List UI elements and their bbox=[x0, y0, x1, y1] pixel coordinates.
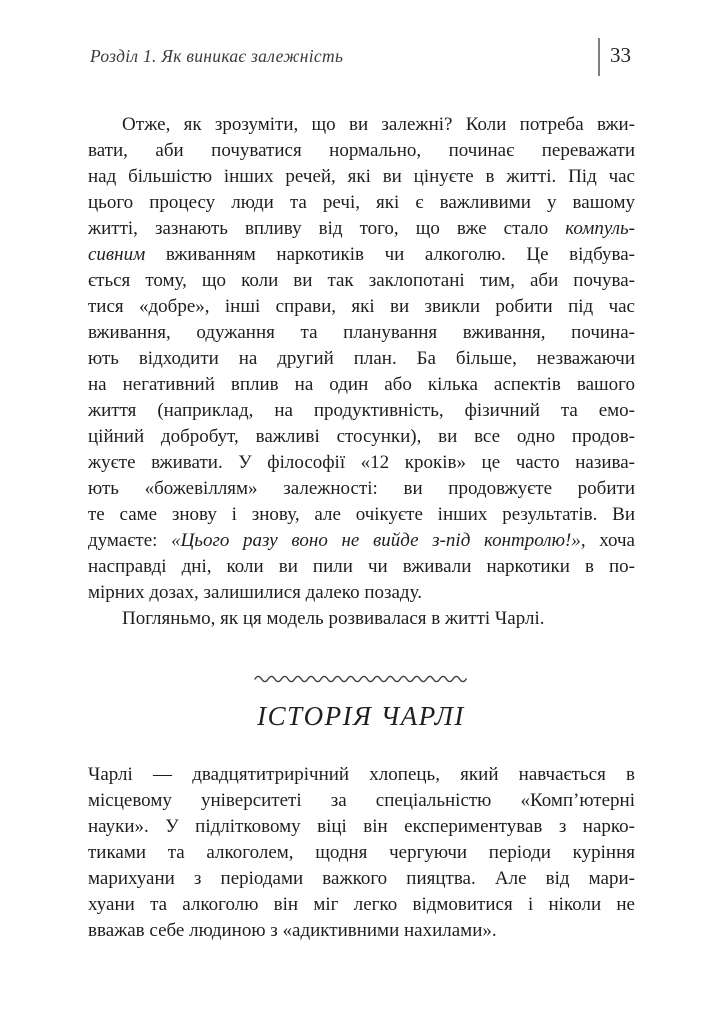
text-line: науки». У підлітковому віці він експериментував з нарко- bbox=[88, 816, 635, 837]
text-line: житті, зазнають впливу від того, що вже стало компуль- bbox=[88, 218, 635, 239]
wavy-divider-icon bbox=[254, 672, 468, 686]
text-line: ційний добробут, важливі стосунки), ви все одно продов- bbox=[88, 426, 635, 447]
section-heading-row bbox=[0, 698, 722, 734]
text-line: Погляньмо, як ця модель розвивалася в житті Чарлі. bbox=[122, 608, 545, 629]
text-line: жуєте вживати. У філософії «12 кроків» це часто назива- bbox=[88, 452, 635, 473]
text-line: тиками та алкоголем, щодня чергуючи періоди куріння bbox=[88, 842, 635, 863]
chapter-title: Розділ 1. Як виникає залежність bbox=[90, 46, 344, 66]
text-line: цього процесу люди та речі, які є важливими у вашому bbox=[88, 192, 635, 213]
text-line: вати, аби почуватися нормально, починає переважати bbox=[88, 140, 635, 161]
text-line: тися «добре», інші справи, які ви звикли робити під час bbox=[88, 296, 635, 317]
text-line: хуани та алкоголю він міг легко відмовитися і ніколи не bbox=[88, 894, 635, 915]
text-line: насправді дні, коли ви пили чи вживали наркотики в по- bbox=[88, 556, 635, 577]
running-header bbox=[88, 38, 634, 78]
text-line: мірних дозах, залишилися далеко позаду. bbox=[88, 582, 422, 603]
text-line: сивним вживанням наркотиків чи алкоголю. Це відбува- bbox=[88, 244, 635, 265]
page-number-rule bbox=[598, 38, 600, 76]
text-line: на негативний вплив на один або кілька аспектів вашого bbox=[88, 374, 635, 395]
text-line: ють відходити на другий план. Ба більше, незважаючи bbox=[88, 348, 635, 369]
story-paragraph bbox=[88, 762, 635, 944]
text-line: вживання, одужання та планування вживання, почина- bbox=[88, 322, 635, 343]
text-line: вважав себе людиною з «адиктивними нахилами». bbox=[88, 920, 497, 941]
text-line: ється тому, що коли ви так заклопотані тим, аби почува- bbox=[88, 270, 635, 291]
text-line: марихуани з періодами важкого пияцтва. Але від мари- bbox=[88, 868, 635, 889]
section-break bbox=[0, 672, 722, 691]
page-number: 33 bbox=[610, 43, 631, 67]
text-line: місцевому університеті за спеціальністю «Комп’ютерні bbox=[88, 790, 635, 811]
text-line: думаєте: «Цього разу воно не вийде з-під контролю!», хоча bbox=[88, 530, 635, 551]
text-line: ють «божевіллям» залежності: ви продовжуєте робити bbox=[88, 478, 635, 499]
text-line: життя (наприклад, на продуктивність, фізичний та емо- bbox=[88, 400, 635, 421]
text-line: Отже, як зрозуміти, що ви залежні? Коли потреба вжи- bbox=[122, 114, 635, 135]
text-line: над більшістю інших речей, які ви цінуєте в житті. Під час bbox=[88, 166, 635, 187]
intro-paragraphs bbox=[88, 112, 635, 632]
section-heading: ІСТОРІЯ ЧАРЛІ bbox=[257, 701, 465, 731]
text-line: Чарлі — двадцятитрирічний хлопець, який навчається в bbox=[88, 764, 635, 785]
text-line: те саме знову і знову, але очікуєте інших результатів. Ви bbox=[88, 504, 635, 525]
